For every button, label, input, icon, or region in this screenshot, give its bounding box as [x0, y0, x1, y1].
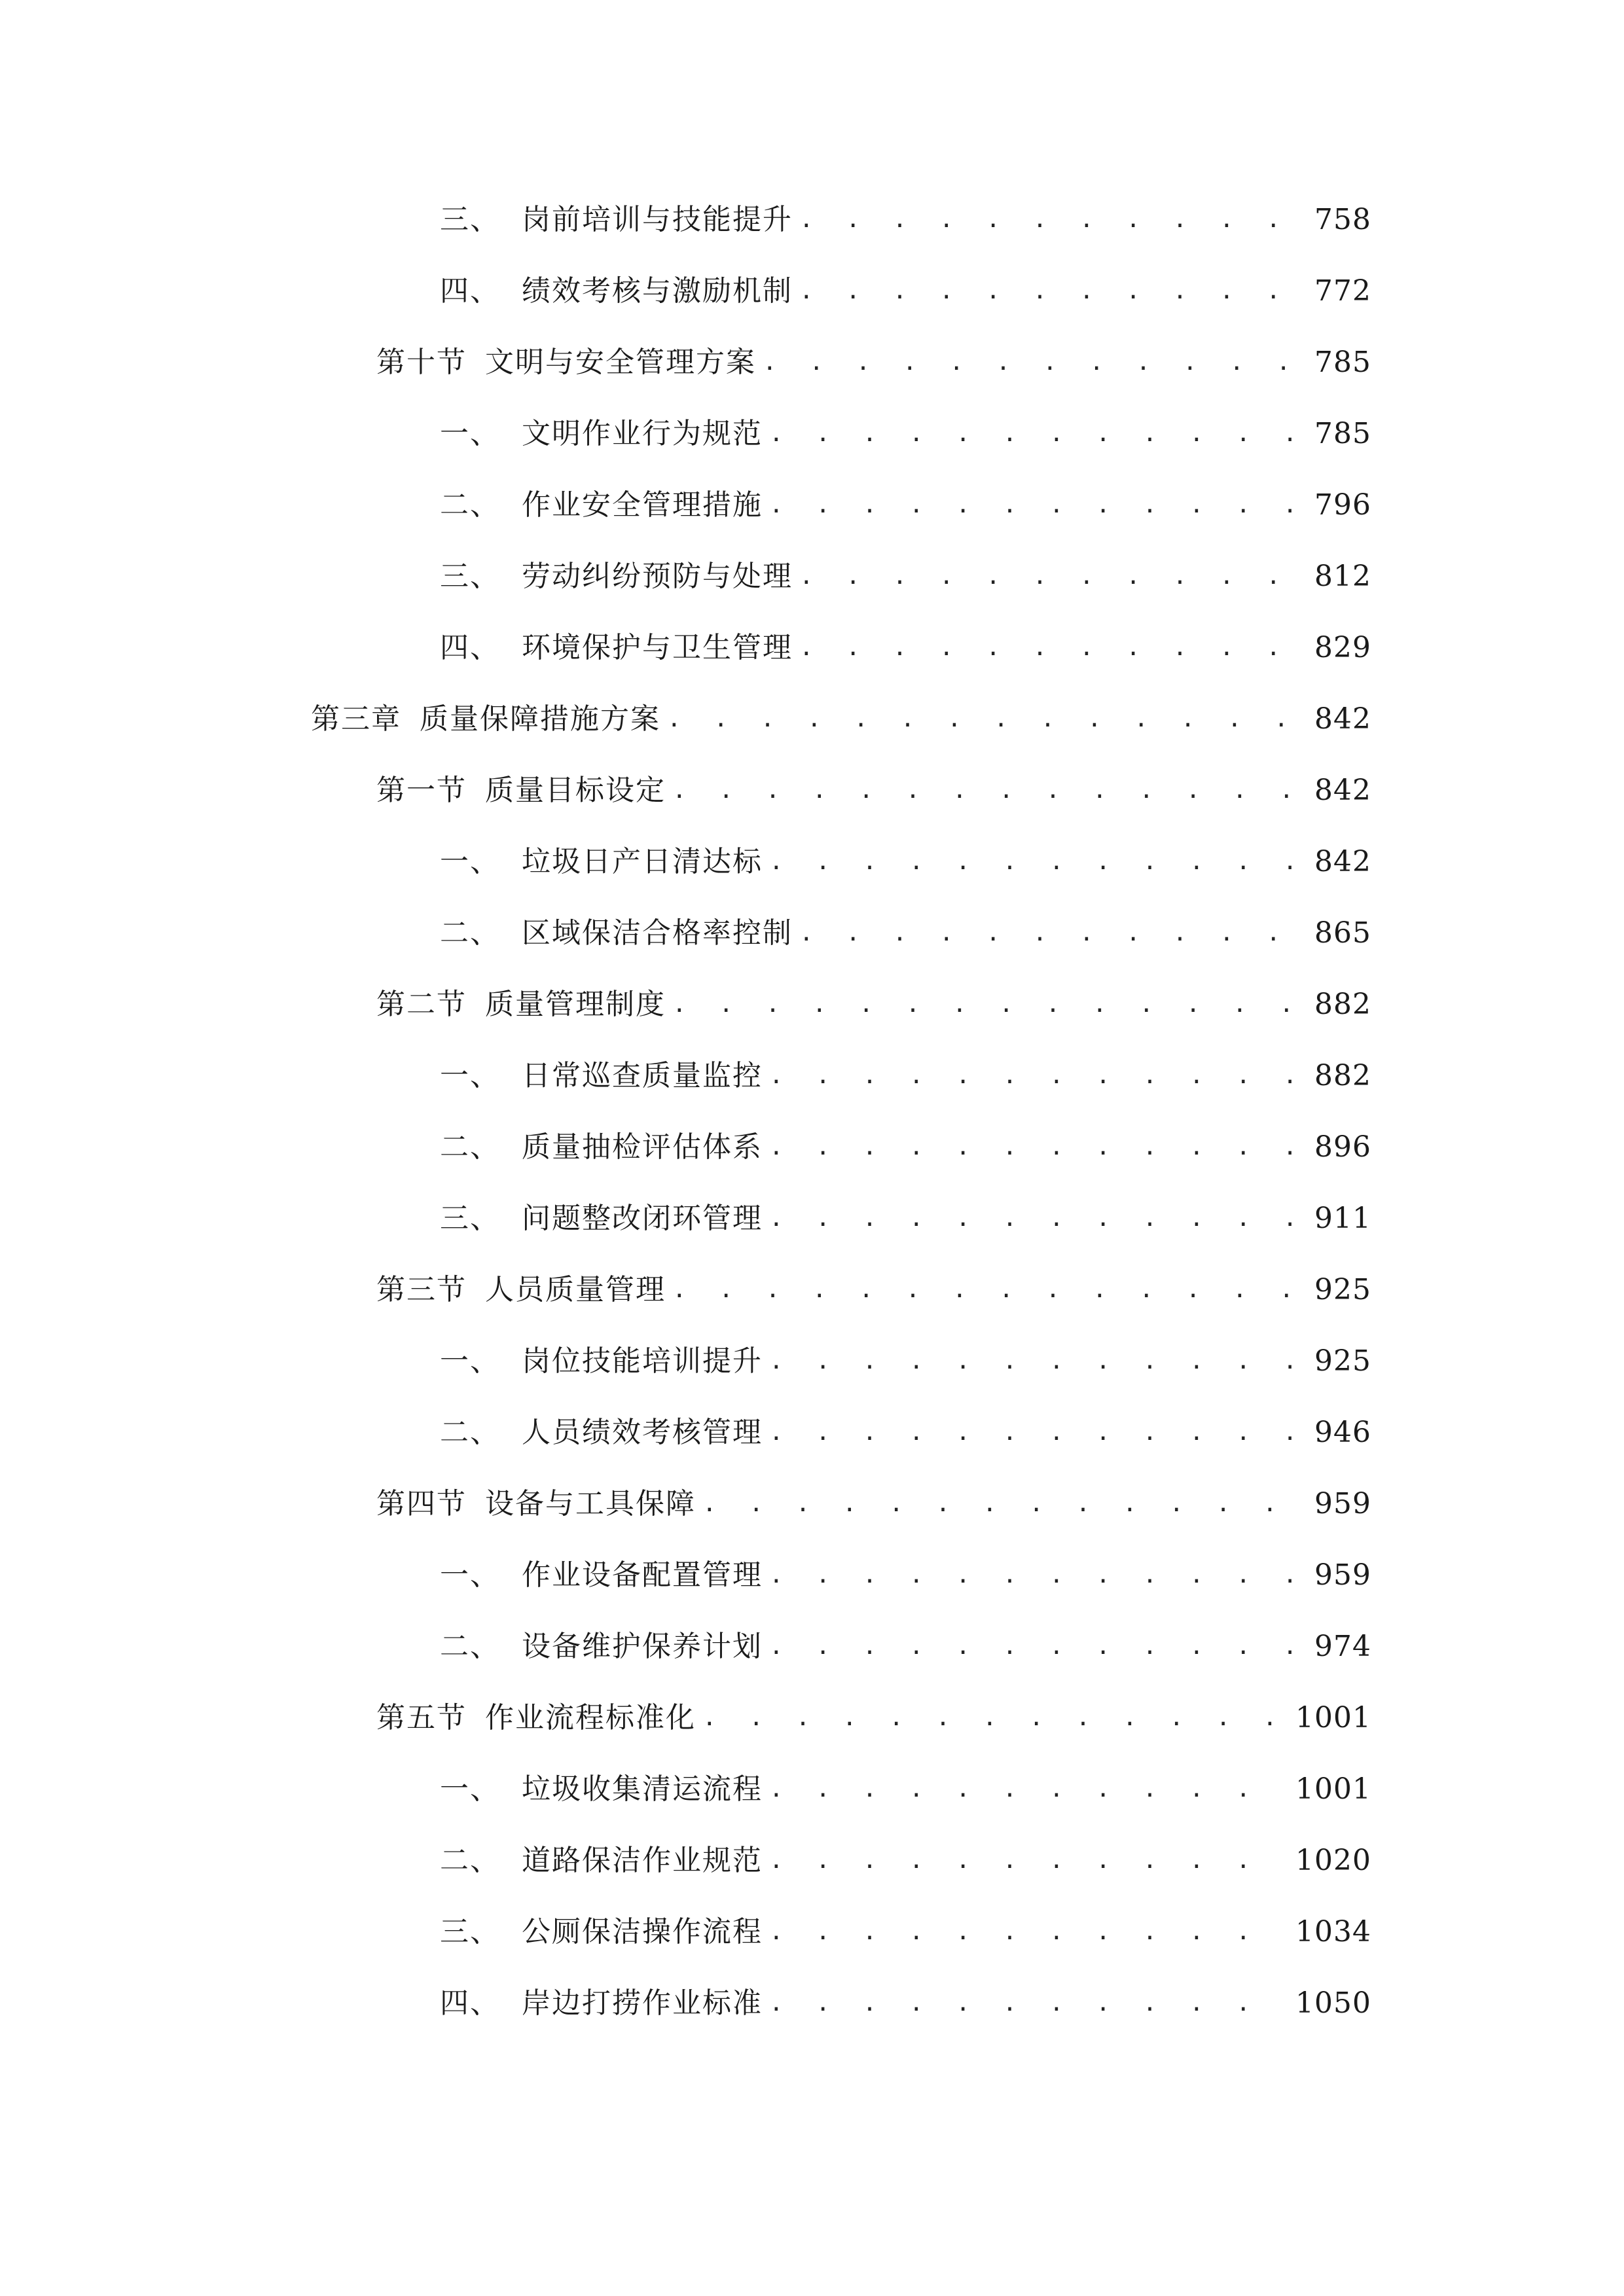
toc-dot-leader — [672, 1264, 1291, 1316]
toc-entry-title: 道路保洁作业规范 — [522, 1844, 763, 1877]
toc-entry-title: 垃圾收集清运流程 — [522, 1772, 763, 1806]
toc-entry-title: 岸边打捞作业标准 — [522, 1986, 763, 2020]
toc-entry-marker: 一、 — [440, 1059, 500, 1092]
toc-dot-leader — [769, 1763, 1288, 1816]
toc-dot-leader — [769, 408, 1291, 460]
toc-entry-label — [376, 978, 666, 1031]
toc-entry-title: 日常巡查质量监控 — [522, 1059, 763, 1092]
toc-entry[interactable] — [440, 622, 1371, 674]
toc-entry-label — [376, 1478, 696, 1530]
toc-entry[interactable] — [440, 1621, 1371, 1673]
toc-entry[interactable] — [440, 1906, 1371, 1958]
toc-entry-marker: 第三章 — [311, 702, 401, 736]
toc-dot-leader — [769, 1121, 1291, 1174]
toc-entry-page-number: 796 — [1314, 488, 1371, 522]
toc-entry-label — [376, 764, 666, 817]
toc-entry[interactable] — [311, 693, 1371, 745]
toc-entry-label — [440, 194, 793, 246]
toc-entry-page-number: 882 — [1314, 988, 1371, 1021]
toc-entry[interactable] — [440, 1407, 1371, 1459]
toc-entry-marker: 二、 — [440, 1630, 500, 1663]
toc-dot-leader — [769, 1621, 1291, 1673]
toc-entry-label — [440, 1763, 763, 1816]
toc-entry-page-number: 785 — [1314, 346, 1371, 379]
toc-entry-title: 绩效考核与激励机制 — [522, 274, 793, 308]
toc-entry[interactable] — [376, 1692, 1371, 1744]
toc-dot-leader — [763, 336, 1291, 389]
toc-dot-leader — [769, 1407, 1291, 1459]
toc-entry-marker: 第十节 — [376, 346, 467, 379]
toc-entry-label — [440, 479, 763, 531]
toc-entry-label — [440, 265, 793, 317]
toc-entry-title: 公厕保洁操作流程 — [522, 1915, 763, 1948]
toc-entry-page-number: 842 — [1314, 845, 1371, 878]
toc-entry-label — [440, 622, 793, 674]
toc-entry-title: 设备与工具保障 — [485, 1487, 696, 1520]
toc-entry-page-number: 896 — [1314, 1130, 1371, 1164]
toc-entry-title: 岗位技能培训提升 — [522, 1344, 763, 1378]
toc-entry-page-number: 758 — [1314, 203, 1371, 236]
toc-dot-leader — [799, 194, 1291, 246]
toc-entry-title: 环境保护与卫生管理 — [522, 631, 793, 664]
toc-entry-title: 岗前培训与技能提升 — [522, 203, 793, 236]
toc-entry-marker: 二、 — [440, 1416, 500, 1449]
toc-entry[interactable] — [376, 764, 1371, 817]
toc-entry[interactable] — [440, 550, 1371, 603]
toc-entry-title: 作业流程标准化 — [485, 1701, 696, 1734]
toc-entry[interactable] — [440, 1549, 1371, 1602]
toc-entry-marker: 二、 — [440, 488, 500, 522]
toc-entry-marker: 第五节 — [376, 1701, 467, 1734]
toc-entry-title: 区域保洁合格率控制 — [522, 916, 793, 950]
toc-entry-marker: 三、 — [440, 560, 500, 593]
toc-entry-marker: 二、 — [440, 916, 500, 950]
toc-entry[interactable] — [440, 836, 1371, 888]
toc-entry-title: 作业设备配置管理 — [522, 1558, 763, 1592]
toc-entry-page-number: 959 — [1314, 1558, 1371, 1592]
toc-dot-leader — [769, 1335, 1291, 1388]
toc-entry-label — [311, 693, 660, 745]
toc-entry-label — [440, 836, 763, 888]
toc-entry[interactable] — [376, 978, 1371, 1031]
toc-dot-leader — [769, 1977, 1288, 2030]
toc-dot-leader — [769, 1906, 1288, 1958]
toc-entry[interactable] — [440, 1763, 1371, 1816]
toc-entry-page-number: 1050 — [1295, 1986, 1371, 2020]
toc-entry[interactable] — [440, 1977, 1371, 2030]
toc-entry-page-number: 1001 — [1295, 1772, 1371, 1806]
toc-entry[interactable] — [440, 1335, 1371, 1388]
toc-entry-title: 人员绩效考核管理 — [522, 1416, 763, 1449]
toc-entry-page-number: 812 — [1314, 560, 1371, 593]
toc-dot-leader — [672, 978, 1291, 1031]
toc-entry-page-number: 1020 — [1295, 1844, 1371, 1877]
toc-dot-leader — [672, 764, 1291, 817]
toc-entry-marker: 二、 — [440, 1130, 500, 1164]
toc-entry[interactable] — [440, 1835, 1371, 1887]
toc-entry-label — [376, 336, 756, 389]
toc-entry-page-number: 842 — [1314, 774, 1371, 807]
toc-entry-page-number: 974 — [1314, 1630, 1371, 1663]
toc-entry-label — [440, 1407, 763, 1459]
toc-entry-title: 人员质量管理 — [485, 1273, 666, 1306]
toc-entry-marker: 三、 — [440, 203, 500, 236]
toc-entry-title: 文明作业行为规范 — [522, 417, 763, 450]
toc-entry-page-number: 1034 — [1295, 1915, 1371, 1948]
toc-entry-label — [440, 408, 763, 460]
toc-entry[interactable] — [440, 479, 1371, 531]
toc-entry-title: 垃圾日产日清达标 — [522, 845, 763, 878]
toc-entry[interactable] — [376, 1264, 1371, 1316]
toc-entry-page-number: 842 — [1314, 702, 1371, 736]
toc-dot-leader — [799, 907, 1291, 960]
toc-entry-title: 作业安全管理措施 — [522, 488, 763, 522]
toc-entry-label — [440, 1549, 763, 1602]
toc-entry-label — [376, 1692, 696, 1744]
toc-entry-marker: 第一节 — [376, 774, 467, 807]
toc-dot-leader — [702, 1692, 1288, 1744]
toc-entry[interactable] — [440, 907, 1371, 960]
toc-entry-page-number: 772 — [1314, 274, 1371, 308]
toc-entry-label — [440, 1050, 763, 1102]
toc-entry-marker: 一、 — [440, 417, 500, 450]
toc-entry-title: 文明与安全管理方案 — [485, 346, 756, 379]
toc-entry[interactable] — [440, 194, 1371, 246]
toc-entry[interactable] — [440, 265, 1371, 317]
toc-entry-title: 质量抽检评估体系 — [522, 1130, 763, 1164]
toc-entry-title: 设备维护保养计划 — [522, 1630, 763, 1663]
toc-dot-leader — [799, 265, 1291, 317]
toc-dot-leader — [769, 1050, 1291, 1102]
toc-entry-title: 质量管理制度 — [485, 988, 666, 1021]
toc-entry-marker: 二、 — [440, 1844, 500, 1877]
toc-dot-leader — [799, 550, 1291, 603]
toc-entry-label — [440, 1335, 763, 1388]
toc-entry-label — [440, 1121, 763, 1174]
toc-entry-page-number: 785 — [1314, 417, 1371, 450]
toc-entry-label — [440, 1906, 763, 1958]
toc-entry[interactable] — [440, 1050, 1371, 1102]
toc-entry-label — [376, 1264, 666, 1316]
toc-entry-marker: 第二节 — [376, 988, 467, 1021]
toc-entry-marker: 四、 — [440, 1986, 500, 2020]
toc-entry-marker: 一、 — [440, 845, 500, 878]
toc-dot-leader — [769, 1549, 1291, 1602]
toc-entry-label — [440, 1621, 763, 1673]
toc-entry-marker: 一、 — [440, 1344, 500, 1378]
toc-dot-leader — [702, 1478, 1291, 1530]
toc-dot-leader — [799, 622, 1291, 674]
toc-entry[interactable] — [440, 1121, 1371, 1174]
toc-entry-marker: 四、 — [440, 274, 500, 308]
toc-entry-marker: 第四节 — [376, 1487, 467, 1520]
toc-entry-label — [440, 1835, 763, 1887]
toc-entry-marker: 一、 — [440, 1772, 500, 1806]
toc-dot-leader — [769, 836, 1291, 888]
toc-entry-page-number: 911 — [1314, 1202, 1371, 1235]
toc-entry[interactable] — [376, 336, 1371, 389]
toc-entry-marker: 四、 — [440, 631, 500, 664]
toc-entry[interactable] — [376, 1478, 1371, 1530]
toc-entry-marker: 三、 — [440, 1202, 500, 1235]
toc-entry-page-number: 946 — [1314, 1416, 1371, 1449]
toc-entry-page-number: 925 — [1314, 1344, 1371, 1378]
toc-dot-leader — [769, 1835, 1288, 1887]
toc-dot-leader — [769, 1193, 1291, 1245]
toc-entry-page-number: 925 — [1314, 1273, 1371, 1306]
toc-entry-marker: 三、 — [440, 1915, 500, 1948]
toc-entry-title: 劳动纠纷预防与处理 — [522, 560, 793, 593]
toc-entry[interactable] — [440, 408, 1371, 460]
toc-dot-leader — [667, 693, 1291, 745]
toc-entry-label — [440, 550, 793, 603]
toc-entry-page-number: 829 — [1314, 631, 1371, 664]
toc-entry-label — [440, 907, 793, 960]
toc-entry-marker: 第三节 — [376, 1273, 467, 1306]
toc-entry-label — [440, 1977, 763, 2030]
toc-entry-title: 质量保障措施方案 — [420, 702, 660, 736]
toc-entry-page-number: 959 — [1314, 1487, 1371, 1520]
toc-entry-page-number: 1001 — [1295, 1701, 1371, 1734]
toc-entry-page-number: 865 — [1314, 916, 1371, 950]
toc-entry-title: 问题整改闭环管理 — [522, 1202, 763, 1235]
toc-entry[interactable] — [440, 1193, 1371, 1245]
toc-entry-page-number: 882 — [1314, 1059, 1371, 1092]
toc-entry-title: 质量目标设定 — [485, 774, 666, 807]
toc-dot-leader — [769, 479, 1291, 531]
toc-entry-label — [440, 1193, 763, 1245]
toc-entry-marker: 一、 — [440, 1558, 500, 1592]
